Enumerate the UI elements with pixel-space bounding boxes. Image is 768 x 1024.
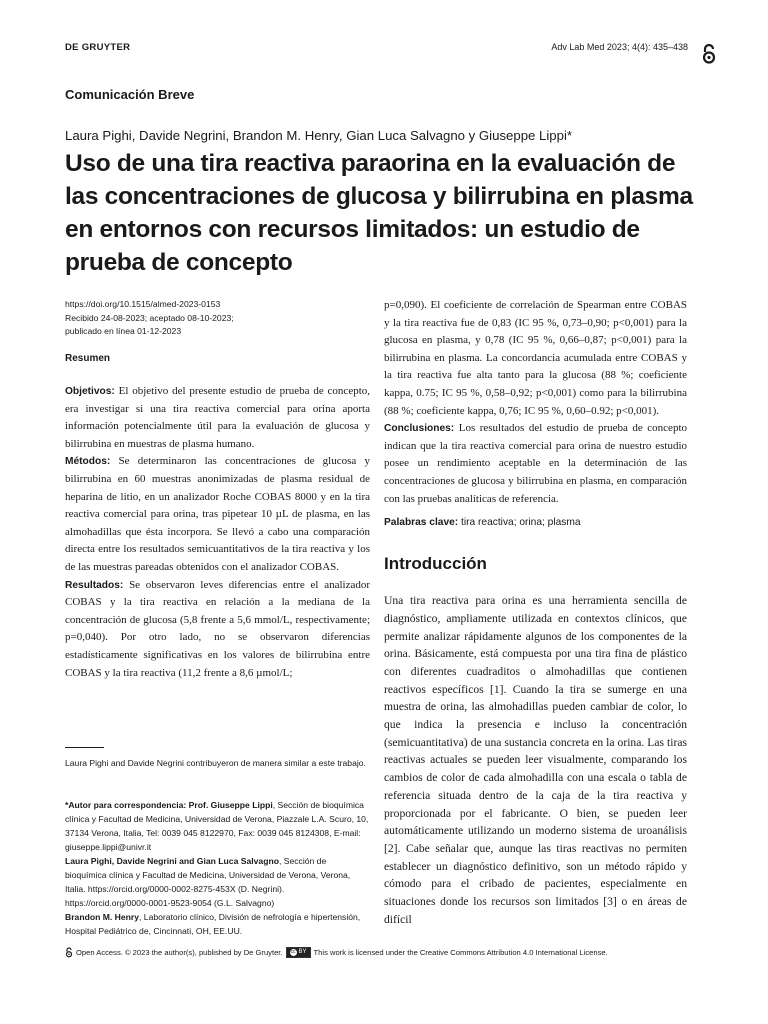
keywords-label: Palabras clave:	[384, 517, 459, 529]
article-title: Uso de una tira reactiva paraorina en la evaluación de las concentraciones de glucosa y bilirrubina en plasma en entornos con recursos limitados: un estudio de prueba de concepto	[65, 150, 693, 276]
license-footer	[65, 947, 705, 958]
corresponding-author	[65, 798, 370, 854]
objetivos-text: El objetivo del presente estudio de prueba de concepto, era investigar si una tira reactiva comercial para orina aporta información potencialmente útil para la evaluación de glucosa y bilirrubina en muestras de plasma humano.	[65, 385, 371, 450]
abstract-objetivos	[65, 383, 370, 453]
footnote-affiliations	[65, 798, 370, 938]
affiliation-2-text: , Laboratorio clínico, División de nefrología e hipertensión, Hospital Pediátrico de, Cincinnati, OH, EE.UU.	[65, 912, 361, 936]
license-text: This work is licensed under the Creative Commons Attribution 4.0 International License.	[313, 948, 608, 957]
affiliation-2	[65, 910, 370, 938]
affiliation-2-label: Brandon M. Henry	[65, 912, 140, 922]
cc-by-badge-icon[interactable]	[286, 947, 311, 958]
abstract-conclusiones	[384, 420, 687, 508]
keywords-text: tira reactiva; orina; plasma	[461, 517, 581, 529]
article-metadata	[65, 298, 365, 339]
introduction-paragraph: Una tira reactiva para orina es una herramienta sencilla de diagnóstico, ampliamente utilizada en contextos clínicos, que permite analizar rápidamente algunos de los componentes de la orina. Básicamente, está compuesta por una tira fina de plástico con diferentes cuadraditos o almohadillas que contienen reactivos específicos [1]. Cuando la tira se sumerge en una muestra de orina, las almohadillas pueden cambiar de color, lo que indica la presencia e incluso la concentración (semicuantitativa) de una sustancia concreta en la orina. Las tiras reactivas actuales se pueden leer visualmente, comparando los cambios de color de cada almohadilla con una escala o tabla de referencia situada dentro de la caja de la tira reactiva y proporcionada por el fabricante. O bien, se pueden leer automáticamente utilizando un moderno sistema de uroanálisis [2]. Cabe señalar que, aunque las tiras reactivas no permiten establecer un diagnóstico definitivo, son un método rápido y cómodo para el cribado de pacientes, especialmente en situaciones donde los recursos son limitados [3] o en áreas de difícil	[384, 594, 687, 926]
corresponding-author-text: , Sección de bioquímica clínica y Facultad de Medicina, Universidad de Verona, Piazzale L.A. Scuro, 10, 37134 Verona, Italia, Tel: 0039 045 8122970, Fax: 0039 045 8124308, E-mail: giuseppe.lippi@univr.it	[65, 800, 369, 852]
affiliation-1	[65, 854, 370, 910]
abstract-heading: Resumen	[65, 353, 111, 364]
resultados-label: Resultados:	[65, 579, 124, 591]
abstract-resultados	[65, 577, 370, 683]
published-date: publicado en línea 01-12-2023	[65, 326, 182, 336]
introduction-heading: Introducción	[384, 554, 487, 574]
journal-reference: Adv Lab Med 2023; 4(4): 435–438	[551, 42, 688, 52]
objetivos-label: Objetivos:	[65, 386, 115, 397]
affiliation-1-text: , Sección de bioquímica clínica y Facultad de Medicina, Universidad de Verona, Verona, Italia. https://orcid.org/0000-0002-8275-453X (D. Negrini). https://orcid.org/0000-0001-9523-9054 (G.L. Salvagno)	[65, 856, 351, 908]
received-accepted-dates: Recibido 24-08-2023; aceptado 08-10-2023;	[65, 312, 234, 323]
affiliation-1-label: Laura Pighi, Davide Negrini and Gian Luca Salvagno	[65, 856, 279, 866]
section-label: Comunicación Breve	[65, 87, 195, 102]
abstract-resultados-continued: p=0,090). El coeficiente de correlación de Spearman entre COBAS y la tira reactiva fue de 0,83 (IC 95 %, 0,73–0,90; p<0,001) para la glucosa en plasma, y 0,78 (IC 95 %, 0,66–0,87; p<0,001) para la bilirrubina en plasma. La concordancia acumulada entre COBAS y la tira reactiva fue alta tanto para la glucosa (88 %; coeficiente kappa, 0.75; IC 95 %, 0,58–0,92; p<0,001) como para la bilirrubina (88 %; coeficiente kappa, 0,76; IC 95 %, 0,60–0.92; p<0,001).	[384, 299, 687, 417]
abstract-left-column	[65, 353, 370, 682]
right-column	[384, 297, 687, 928]
conclusiones-text: Los resultados del estudio de prueba de concepto indican que la tira reactiva comercial para orina de nuestro estudio posee un rendimiento aceptable en la determinación de las concentraciones de glucosa y bilirrubina en plasma, en comparación con las pruebas analíticas de referencia.	[384, 422, 687, 505]
metodos-text: Se determinaron las concentraciones de glucosa y bilirrubina en 60 muestras anonimizadas de plasma residual de heparina de litio, en un analizador Roche COBAS 8000 y en la tira reactiva comercial para orina, tras pipetear 10 µL de plasma, en las almohadillas que ésta incorpora. Se llevó a cabo una comparación directa entre los resultados semicuantitativos de la tira reactiva y los de las muestras pareadas obtenidos con el analizador COBAS.	[65, 455, 370, 573]
open-access-notice: Open Access. © 2023 the author(s), published by De Gruyter.	[76, 948, 283, 957]
corresponding-author-label: *Autor para correspondencia: Prof. Giuseppe Lippi	[65, 800, 273, 810]
resultados-text: Se observaron leves diferencias entre el analizador COBAS y la tira reactiva en relación a la mediana de la concentración de glucosa (5,8 frente a 5,6 mmol/L, respectivamente; p=0,040). Por otro lado, no se observaron diferencias estadísticamente significativas en los valores de bilirrubina entre COBAS y la tira reactiva (11,2 frente a 8,6 µmol/L;	[65, 578, 370, 679]
abstract-metodos	[65, 453, 370, 576]
footnote-divider	[65, 747, 104, 748]
author-list: Laura Pighi, Davide Negrini, Brandon M. Henry, Gian Luca Salvagno y Giuseppe Lippi*	[65, 128, 573, 143]
keywords	[384, 517, 687, 528]
footnote-equal-contribution: Laura Pighi and Davide Negrini contribuyeron de manera similar a este trabajo.	[65, 758, 366, 768]
cc-logo-icon: cc	[290, 949, 296, 955]
open-access-small-icon	[65, 947, 73, 958]
conclusiones-label: Conclusiones:	[384, 423, 455, 435]
doi-link[interactable]: https://doi.org/10.1515/almed-2023-0153	[65, 299, 221, 309]
metodos-label: Métodos:	[65, 456, 111, 468]
publisher-name: DE GRUYTER	[65, 42, 131, 53]
open-access-icon	[701, 43, 717, 65]
cc-badge-text: BY	[298, 949, 307, 955]
